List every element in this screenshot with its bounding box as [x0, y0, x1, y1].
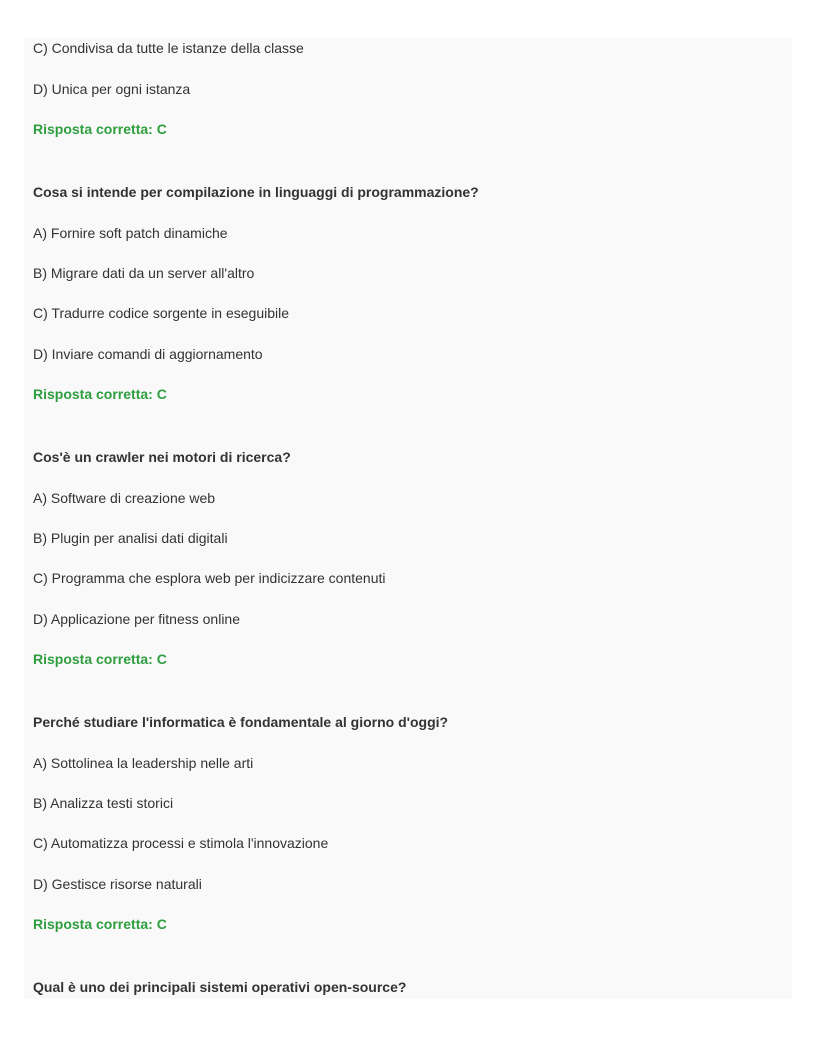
option-b: B) Plugin per analisi dati digitali	[33, 530, 228, 546]
option-b: B) Migrare dati da un server all'altro	[33, 265, 255, 281]
option-c: C) Programma che esplora web per indicizzare contenuti	[33, 570, 386, 586]
option-d: D) Unica per ogni istanza	[33, 81, 191, 97]
option-a: A) Fornire soft patch dinamiche	[33, 225, 228, 241]
option-a: A) Sottolinea la leadership nelle arti	[33, 755, 254, 771]
question-text: Qual è uno dei principali sistemi operativi open-source?	[33, 979, 407, 995]
option-c: C) Condivisa da tutte le istanze della classe	[33, 40, 304, 56]
option-d: D) Gestisce risorse naturali	[33, 876, 202, 892]
correct-answer: Risposta corretta: C	[33, 121, 167, 137]
option-c: C) Tradurre codice sorgente in eseguibile	[33, 305, 290, 321]
option-a: A) Software di creazione web	[33, 490, 216, 506]
correct-answer: Risposta corretta: C	[33, 916, 167, 932]
option-d: D) Inviare comandi di aggiornamento	[33, 346, 263, 362]
question-text: Cos'è un crawler nei motori di ricerca?	[33, 449, 291, 465]
option-c: C) Automatizza processi e stimola l'innovazione	[33, 835, 329, 851]
option-d: D) Applicazione per fitness online	[33, 611, 241, 627]
question-text: Cosa si intende per compilazione in linguaggi di programmazione?	[33, 184, 479, 200]
option-b: B) Analizza testi storici	[33, 795, 174, 811]
correct-answer: Risposta corretta: C	[33, 386, 167, 402]
correct-answer: Risposta corretta: C	[33, 651, 167, 667]
question-text: Perché studiare l'informatica è fondamentale al giorno d'oggi?	[33, 714, 449, 730]
